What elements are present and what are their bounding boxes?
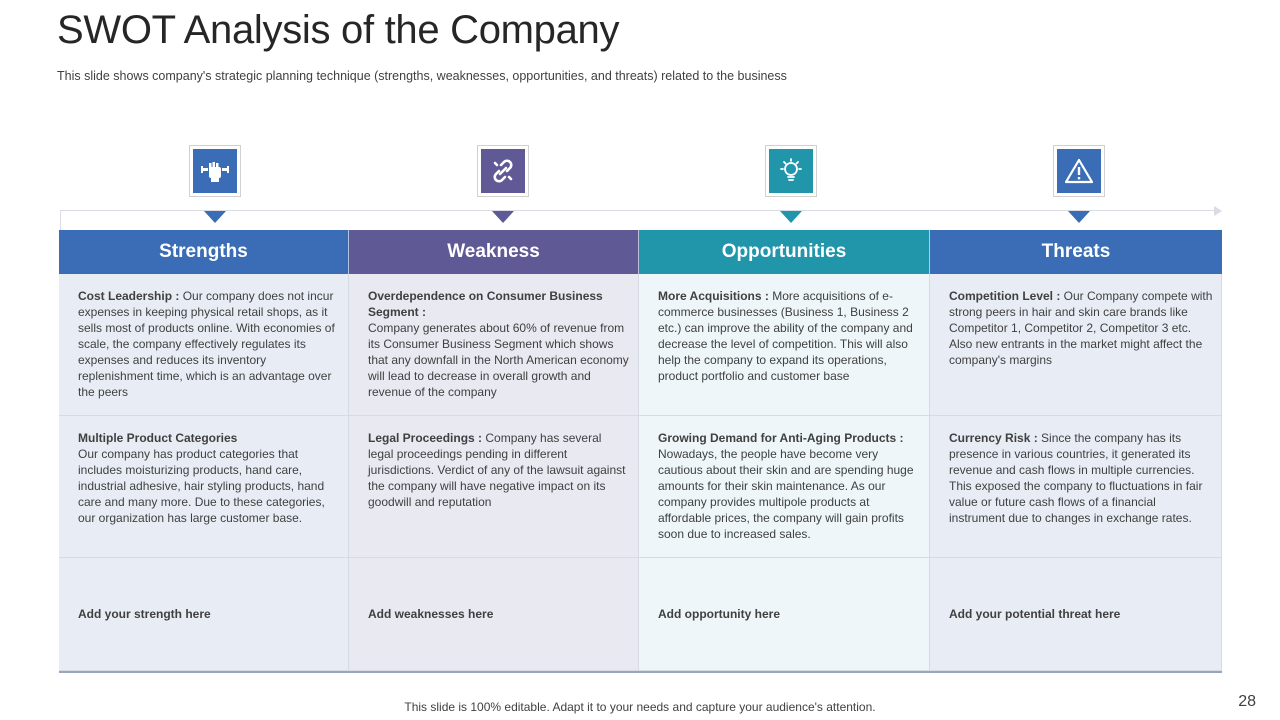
weakness-pointer	[492, 211, 514, 223]
add-weakness-placeholder[interactable]: Add weaknesses here	[349, 558, 639, 671]
add-threat-placeholder[interactable]: Add your potential threat here	[930, 558, 1222, 671]
strengths-pointer	[204, 211, 226, 223]
strengths-header: Strengths	[59, 230, 349, 274]
broken-link-icon	[481, 149, 525, 193]
slide-title: SWOT Analysis of the Company	[57, 8, 620, 52]
lightbulb-icon	[769, 149, 813, 193]
threats-icon-frame	[1053, 145, 1105, 197]
swot-table	[59, 230, 1222, 673]
strength-cost-leadership: Cost Leadership : Our company does not incur expenses in keeping physical retail shops, as it sells most of products online. With economies of scale, the company effectively regulates its expenses and reduces its inventory replenishment time, which is an advantage over the peers	[59, 274, 349, 416]
threat-currency-risk: Currency Risk : Since the company has its presence in various countries, it generated its revenue and cash flows in multiple currencies. This exposed the company to fluctuations in fair value or future cash flows of a financial instrument due to changes in exchange rates.	[930, 416, 1222, 558]
weakness-header: Weakness	[349, 230, 639, 274]
weakness-overdependence: Overdependence on Consumer Business Segment : Company generates about 60% of revenue from its Consumer Business Segment which shows that any downfall in the North American economy will lead to decrease in overall growth and revenue of the company	[349, 274, 639, 416]
weakness-legal-proceedings: Legal Proceedings : Company has several legal proceedings pending in different jurisdictions. Verdict of any of the lawsuit against the company will have negative impact on its goodwill and reputation	[349, 416, 639, 558]
page-number: 28	[1238, 693, 1256, 710]
threats-header: Threats	[930, 230, 1222, 274]
add-strength-placeholder[interactable]: Add your strength here	[59, 558, 349, 671]
weakness-icon-frame	[477, 145, 529, 197]
slide-subtitle: This slide shows company's strategic planning technique (strengths, weaknesses, opportunities, and threats) related to the business	[57, 69, 787, 83]
strengths-icon-frame	[189, 145, 241, 197]
opportunities-pointer	[780, 211, 802, 223]
threat-competition-level: Competition Level : Our Company compete with strong peers in hair and skin care brands like Competitor 1, Competitor 2, Competitor 3 etc. Also new entrants in the market might affect the company's margins	[930, 274, 1222, 416]
opportunity-anti-aging-demand: Growing Demand for Anti-Aging Products : Nowadays, the people have become very cautious about their skin and are spending huge amounts for their skin maintenance. As our company provides multipole products at affordable prices, the company will gain profits soon due to increased sales.	[639, 416, 930, 558]
timeline-line	[60, 210, 1214, 211]
threats-pointer	[1068, 211, 1090, 223]
fist-icon	[193, 149, 237, 193]
strength-multiple-product-categories: Multiple Product Categories Our company has product categories that includes moisturizing products, hand care, industrial adhesive, hair styling products, hand care and many more. Due to these categories, our organization has large customer base.	[59, 416, 349, 558]
slide-footer: This slide is 100% editable. Adapt it to your needs and capture your audience's attention.	[404, 700, 876, 714]
timeline-start-tick	[60, 210, 61, 230]
opportunity-more-acquisitions: More Acquisitions : More acquisitions of e-commerce businesses (Business 1, Business 2 etc.) can improve the ability of the company and decrease the level of competition. This will also help the company to expand its operations, product portfolio and customer base	[639, 274, 930, 416]
timeline-arrowhead	[1214, 206, 1222, 216]
opportunities-icon-frame	[765, 145, 817, 197]
opportunities-header: Opportunities	[639, 230, 930, 274]
warning-icon	[1057, 149, 1101, 193]
add-opportunity-placeholder[interactable]: Add opportunity here	[639, 558, 930, 671]
